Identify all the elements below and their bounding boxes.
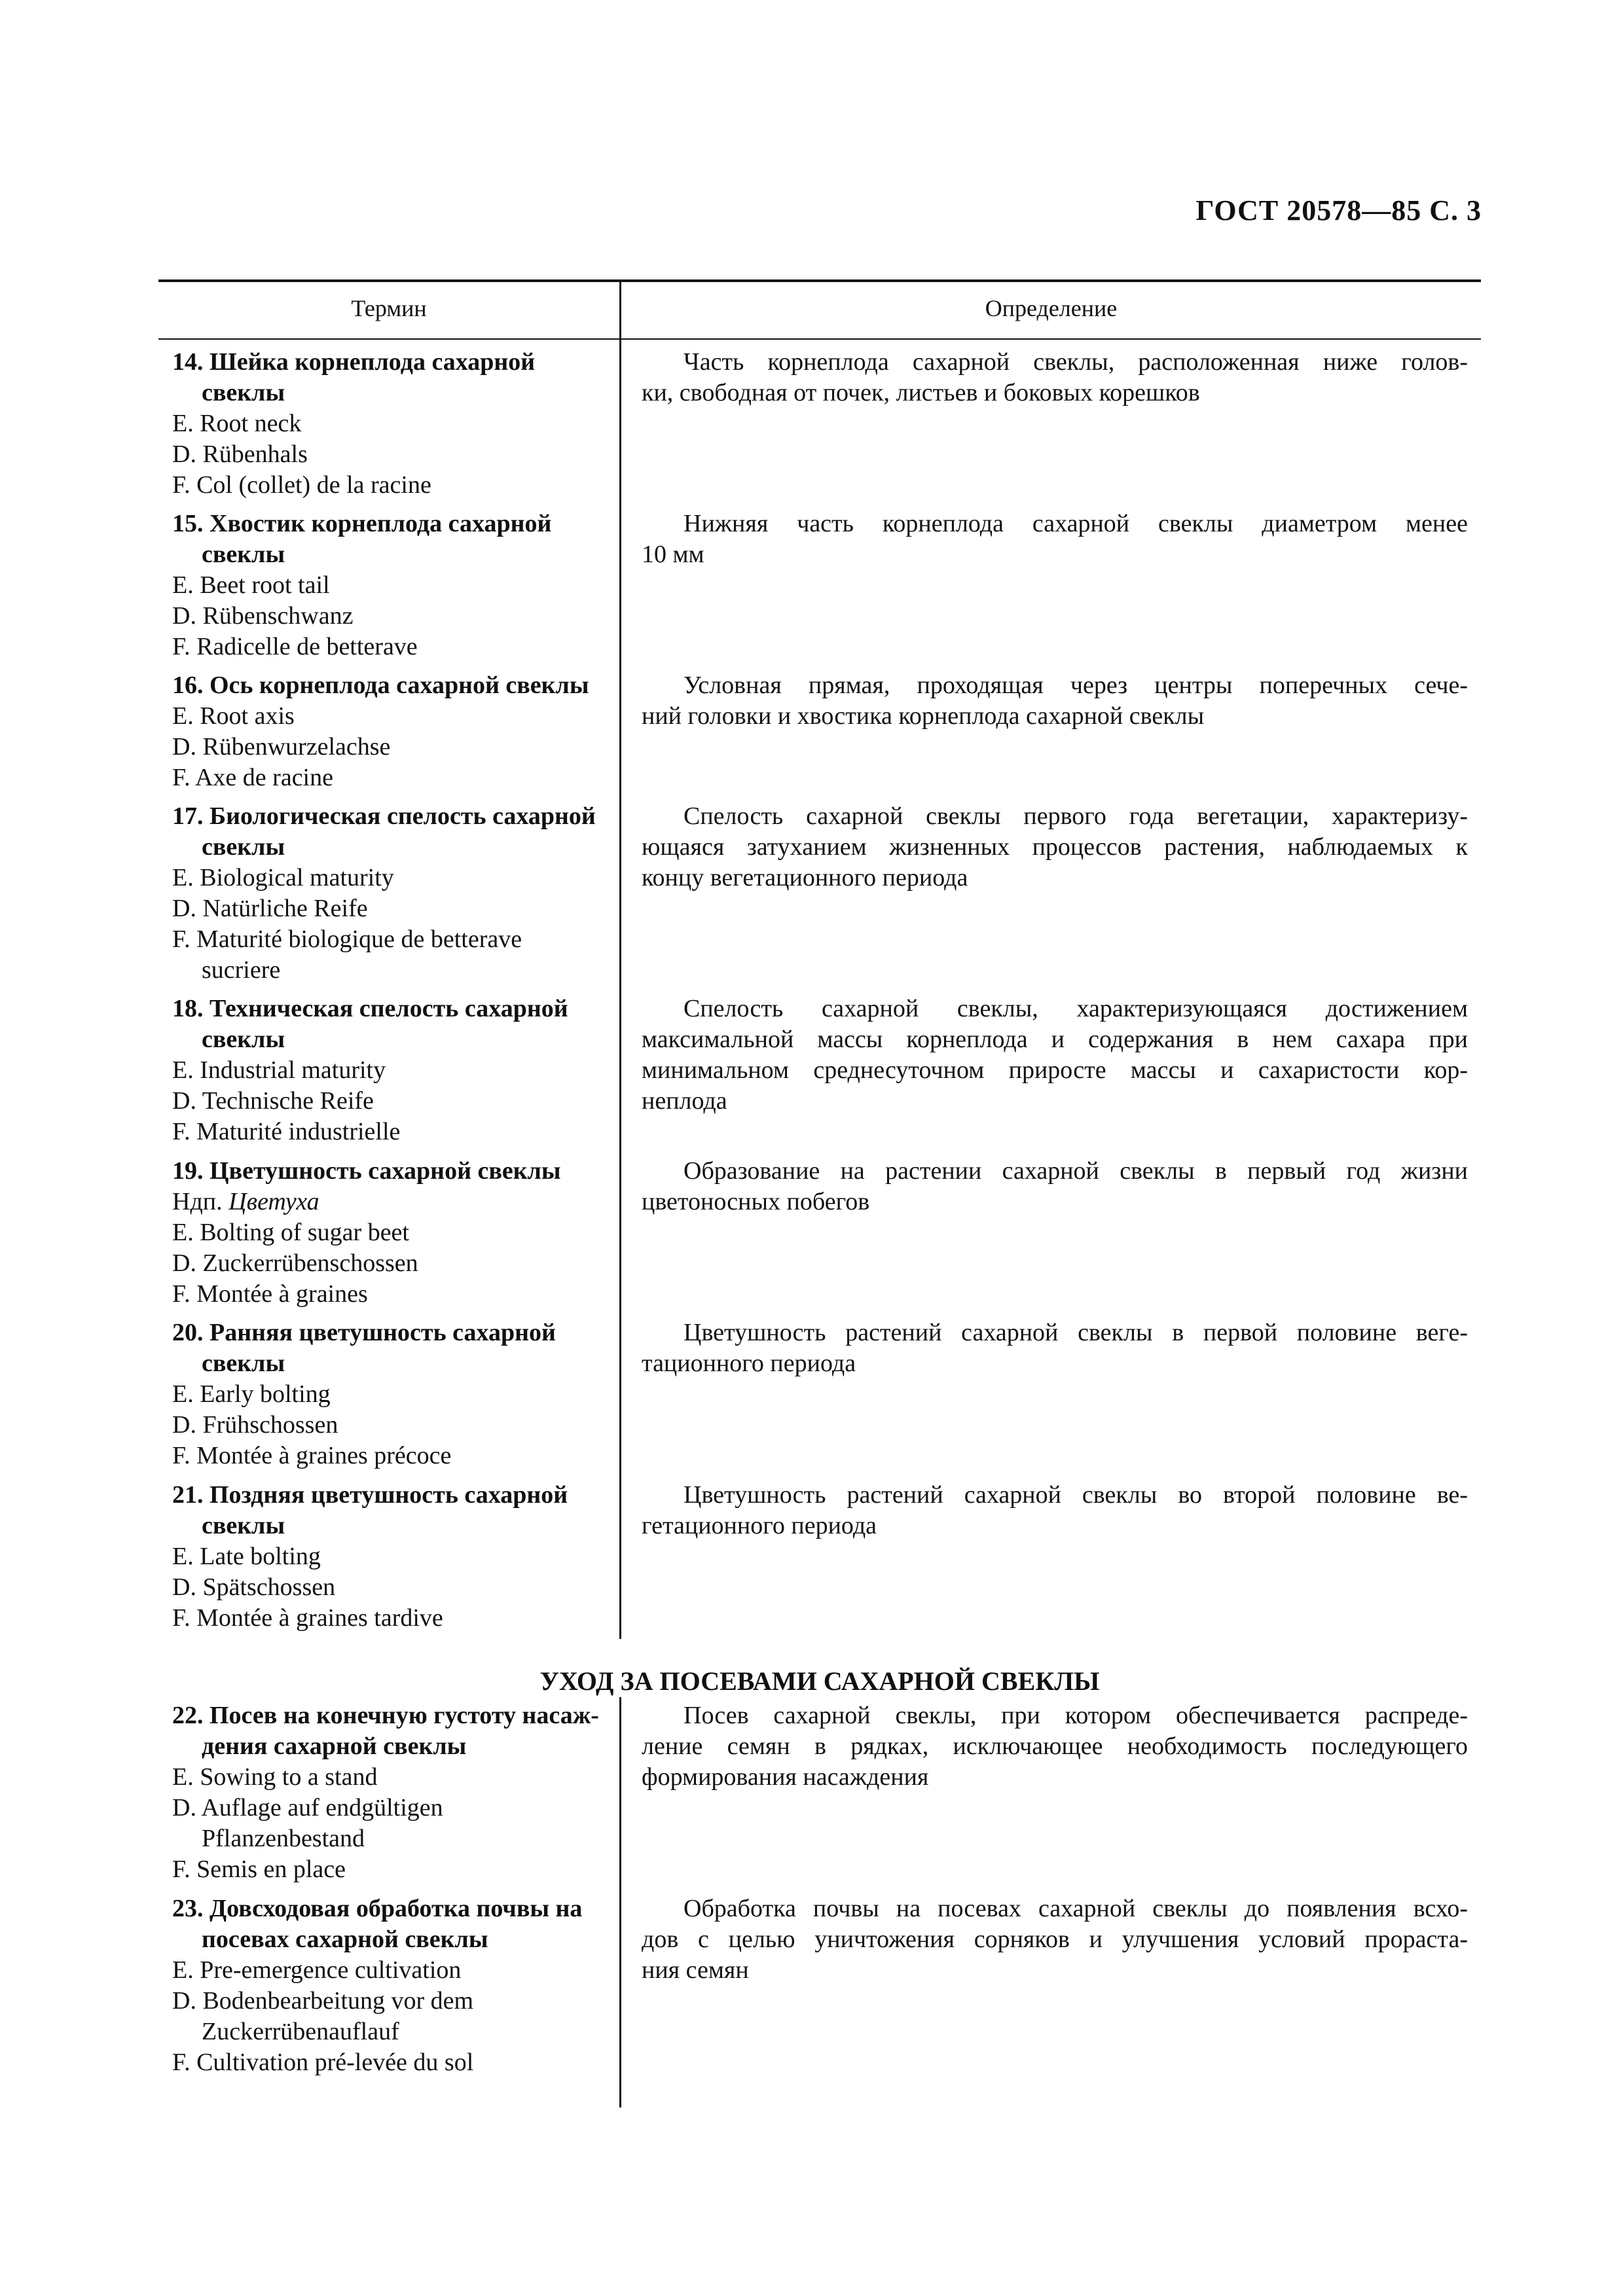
definition-line: дов с целью уничтожения сорняков и улучшения условий прораста- (642, 1926, 1468, 1953)
definition-line: неплода (642, 1087, 727, 1115)
term-french: F. Radicelle de betterave (172, 633, 418, 660)
term-entry-23 (172, 1893, 604, 2078)
definition-line: ний головки и хвостика корнеплода сахарной свеклы (642, 702, 1205, 730)
term-title: 15. Хвостик корнеплода сахарной (172, 510, 552, 537)
term-title-cont: свеклы (202, 1026, 285, 1053)
definition-line: ния семян (642, 1956, 749, 1984)
definition-22 (642, 1700, 1468, 1793)
column-header-definition: Определение (985, 295, 1118, 321)
term-title: 20. Ранняя цветушность сахарной (172, 1319, 556, 1346)
term-title: 22. Посев на конечную густоту насаж- (172, 1702, 599, 1729)
term-german: D. Rübenhals (172, 440, 308, 468)
term-french: F. Semis en place (172, 1856, 346, 1883)
definition-21 (642, 1480, 1468, 1541)
term-english: E. Sowing to a stand (172, 1763, 378, 1791)
term-entry-19 (172, 1156, 604, 1310)
term-title: 19. Цветушность сахарной свеклы (172, 1157, 561, 1185)
term-title: 21. Поздняя цветушность сахарной (172, 1481, 568, 1509)
term-german: D. Technische Reife (172, 1087, 374, 1115)
definition-line: гетационного периода (642, 1512, 877, 1539)
term-english: E. Pre-emergence cultivation (172, 1956, 462, 1984)
term-german: D. Rübenwurzelachse (172, 733, 391, 761)
table-header-rule (158, 338, 1481, 340)
term-deprecated (172, 1187, 604, 1217)
term-french: F. Axe de racine (172, 764, 333, 791)
definition-line: Часть корнеплода сахарной свеклы, расположенная ниже голов- (684, 348, 1468, 376)
term-french: F. Montée à graines tardive (172, 1604, 443, 1632)
term-french: F. Maturité biologique de betterave (172, 925, 522, 953)
definition-line: ющаяся затуханием жизненных процессов растения, наблюдаемых к (642, 833, 1468, 861)
term-entry-14 (172, 347, 604, 501)
definition-15 (642, 509, 1468, 570)
definition-line: Нижняя часть корнеплода сахарной свеклы диаметром менее (684, 510, 1468, 537)
term-entry-18 (172, 994, 604, 1147)
definition-line: тационного периода (642, 1350, 856, 1377)
definition-line: минимальном среднесуточном приросте массы и сахаристости кор- (642, 1056, 1468, 1084)
term-german-cont: Zuckerrübenauflauf (202, 2018, 399, 2045)
term-entry-17 (172, 801, 604, 986)
term-german: D. Rübenschwanz (172, 602, 354, 630)
term-title-cont: свеклы (202, 379, 285, 406)
definition-line: Цветушность растений сахарной свеклы во второй половине ве- (684, 1481, 1468, 1509)
term-french: F. Montée à graines (172, 1280, 368, 1308)
term-french: F. Col (collet) de la racine (172, 471, 431, 499)
term-german: D. Natürliche Reife (172, 895, 368, 922)
definition-16 (642, 670, 1468, 732)
definition-line: Посев сахарной свеклы, при котором обеспечивается распреде- (684, 1702, 1468, 1729)
definition-17 (642, 801, 1468, 893)
definition-18 (642, 994, 1468, 1117)
definition-line: Условная прямая, проходящая через центры поперечных сече- (684, 672, 1468, 699)
definition-19 (642, 1156, 1468, 1217)
term-english: E. Root neck (172, 410, 302, 437)
term-english: E. Bolting of sugar beet (172, 1219, 409, 1246)
definition-line: Образование на растении сахарной свеклы в первый год жизни (684, 1157, 1468, 1185)
definition-line: Обработка почвы на посевах сахарной свеклы до появления всхо- (684, 1895, 1468, 1922)
term-title-cont: свеклы (202, 1512, 285, 1539)
term-french: F. Montée à graines précoce (172, 1442, 452, 1469)
term-entry-22 (172, 1700, 604, 1885)
definition-line: ление семян в рядках, исключающее необходимость последующего (642, 1732, 1468, 1760)
term-french: F. Cultivation pré-levée du sol (172, 2049, 474, 2076)
definition-line: формирования насаждения (642, 1763, 929, 1791)
term-entry-20 (172, 1318, 604, 1471)
column-divider (619, 1697, 621, 2108)
definition-14 (642, 347, 1468, 408)
term-title-cont: свеклы (202, 541, 285, 568)
definition-line: максимальной массы корнеплода и содержания в нем сахара при (642, 1026, 1468, 1053)
section-title: УХОД ЗА ПОСЕВАМИ САХАРНОЙ СВЕКЛЫ (539, 1666, 1100, 1696)
term-french-cont: sucriere (202, 956, 281, 984)
term-english: E. Root axis (172, 702, 295, 730)
term-title: 17. Биологическая спелость сахарной (172, 802, 596, 830)
term-title-cont: посевах сахарной свеклы (202, 1926, 488, 1953)
column-header-term: Термин (351, 295, 427, 321)
definition-line: цветоносных побегов (642, 1188, 870, 1215)
term-english: E. Beet root tail (172, 571, 330, 599)
definition-line: Цветушность растений сахарной свеклы в первой половине веге- (684, 1319, 1468, 1346)
table-top-rule (158, 279, 1481, 282)
term-german: D. Auflage auf endgültigen (172, 1794, 443, 1821)
column-divider (619, 281, 621, 1639)
definition-20 (642, 1318, 1468, 1379)
definition-line: ки, свободная от почек, листьев и боковых корешков (642, 379, 1200, 406)
definition-23 (642, 1893, 1468, 1986)
deprecated-prefix: Ндп. (172, 1188, 223, 1215)
deprecated-term: Цветуха (228, 1188, 319, 1215)
page-header: ГОСТ 20578—85 С. 3 (1195, 194, 1482, 226)
term-english: E. Biological maturity (172, 864, 394, 891)
term-english: E. Early bolting (172, 1380, 331, 1408)
definition-line: 10 мм (642, 541, 704, 568)
term-german: D. Spätschossen (172, 1573, 336, 1601)
term-title-cont: свеклы (202, 833, 285, 861)
definition-line: концу вегетационного периода (642, 864, 968, 891)
term-title: 18. Техническая спелость сахарной (172, 995, 568, 1022)
definition-line: Спелость сахарной свеклы, характеризующаяся достижением (684, 995, 1468, 1022)
term-german: D. Bodenbearbeitung vor dem (172, 1987, 474, 2015)
definition-line: Спелость сахарной свеклы первого года вегетации, характеризу- (684, 802, 1468, 830)
term-french: F. Maturité industrielle (172, 1118, 401, 1145)
term-entry-21 (172, 1480, 604, 1634)
term-title: 16. Ось корнеплода сахарной свеклы (172, 672, 589, 699)
term-german-cont: Pflanzenbestand (202, 1825, 365, 1852)
term-title: 14. Шейка корнеплода сахарной (172, 348, 536, 376)
term-english: E. Late bolting (172, 1543, 321, 1570)
term-english: E. Industrial maturity (172, 1056, 386, 1084)
term-title-cont: дения сахарной свеклы (202, 1732, 467, 1760)
term-german: D. Frühschossen (172, 1411, 338, 1439)
term-entry-16 (172, 670, 604, 793)
term-title: 23. Довсходовая обработка почвы на (172, 1895, 583, 1922)
term-entry-15 (172, 509, 604, 662)
term-german: D. Zuckerrübenschossen (172, 1249, 418, 1277)
term-title-cont: свеклы (202, 1350, 285, 1377)
